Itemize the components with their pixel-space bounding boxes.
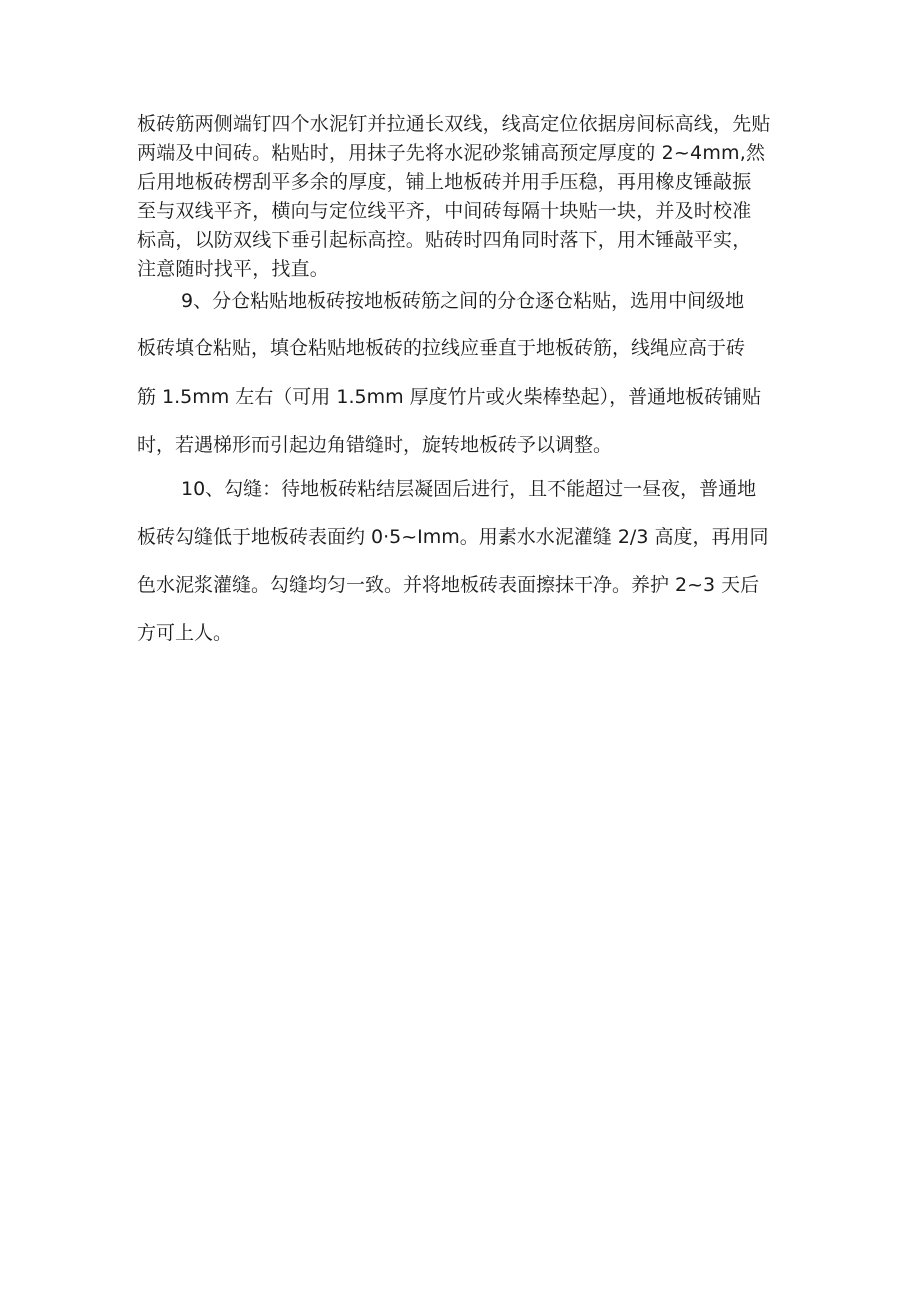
text-line: 板砖勾缝低于地板砖表面约 0·5~Imm。用素水水泥灌缝 2/3 高度，再用同	[137, 526, 769, 548]
text-line: 板砖填仓粘贴，填仓粘贴地板砖的拉线应垂直于地板砖筋，线绳应高于砖	[137, 337, 746, 359]
text-line: 色水泥浆灌缝。勾缝均匀一致。并将地板砖表面擦抹干净。养护 2~3 天后	[137, 574, 760, 596]
text-line: 标高，以防双线下垂引起标高控。贴砖时四角同时落下，用木锤敲平实，	[137, 229, 752, 251]
text-line: 两端及中间砖。粘贴时，用抹子先将水泥砂浆铺高预定厚度的 2~4mm,然	[137, 142, 766, 164]
text-line: 后用地板砖楞刮平多余的厚度，铺上地板砖并用手压稳，再用橡皮锤敲振	[137, 171, 752, 193]
text-line: 方可上人。	[137, 622, 233, 644]
text-line: 10、勾缝：待地板砖粘结层凝固后进行，且不能超过一昼夜，普通地	[181, 478, 757, 500]
text-line: 筋 1.5mm 左右（可用 1.5mm 厚度竹片或火柴棒垫起），普通地板砖铺贴	[137, 386, 762, 408]
text-line: 注意随时找平，找直。	[137, 258, 330, 280]
text-line: 至与双线平齐，横向与定位线平齐，中间砖每隔十块贴一块，并及时校准	[137, 200, 752, 222]
text-line: 板砖筋两侧端钉四个水泥钉并拉通长双线，线高定位依据房间标高线，先贴	[137, 113, 771, 135]
text-line: 9、分仓粘贴地板砖按地板砖筋之间的分仓逐仓粘贴，选用中间级地	[181, 290, 745, 312]
text-line: 时，若遇梯形而引起边角错缝时，旋转地板砖予以调整。	[137, 434, 613, 456]
paragraph-tile-laying	[137, 110, 787, 284]
